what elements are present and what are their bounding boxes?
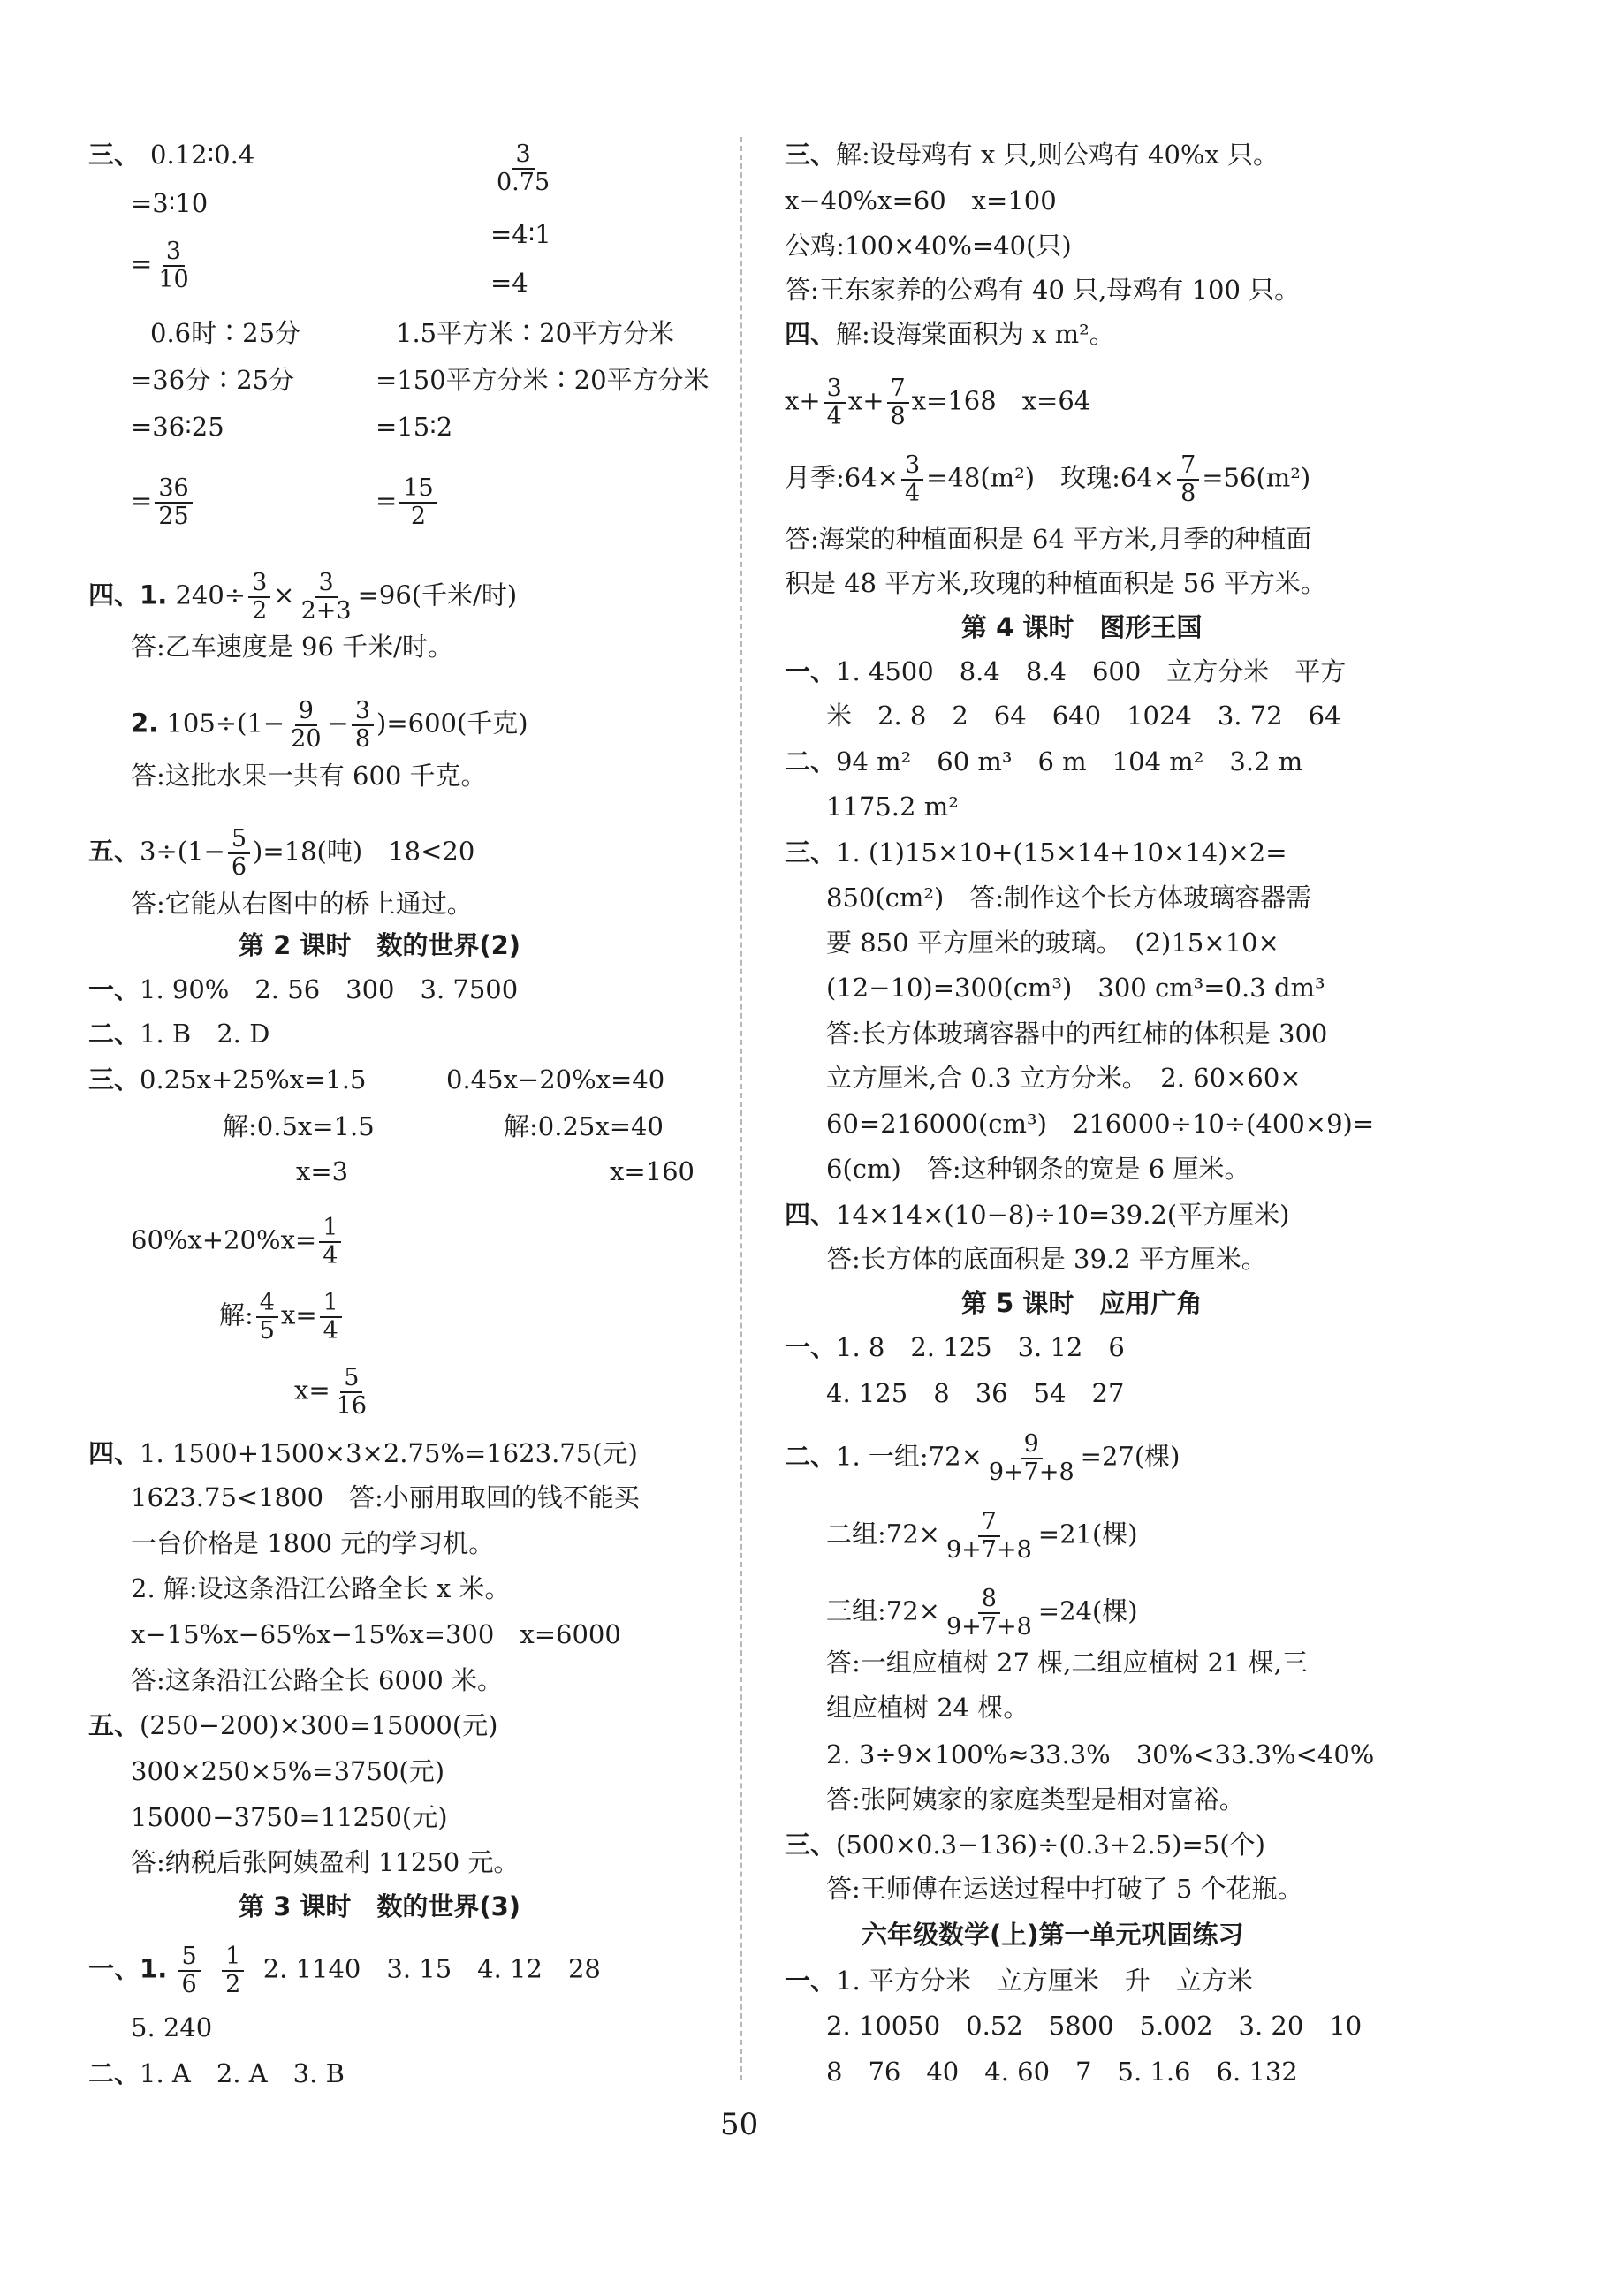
answer-line: 15000−3750=11250(元) — [131, 1802, 448, 1832]
ratio-line: = $\frac{3}{10}$ — [131, 239, 195, 292]
answer-line: 一、1. 4500 8.4 8.4 600 立方分米 平方 — [785, 656, 1347, 686]
answer-line: 答:长方体的底面积是 39.2 平方厘米。 — [826, 1244, 1267, 1274]
answer-line: 解:0.25x=40 — [504, 1111, 664, 1141]
fraction: $\frac{3}{4}$ — [824, 375, 846, 429]
answer-line: 四、解:设海棠面积为 x m²。 — [785, 319, 1115, 349]
lesson-heading: 第 4 课时 图形王国 — [961, 612, 1203, 642]
fraction: $\frac{9}{9+7+8}$ — [988, 1430, 1074, 1486]
answer-line: 组应植树 24 棵。 — [826, 1693, 1029, 1723]
answer-line: 积是 48 平方米,玫瑰的种植面积是 56 平方米。 — [785, 568, 1326, 598]
answer-line: 要 850 平方厘米的玻璃。 (2)15×10× — [826, 928, 1279, 958]
ratio-line: =36分∶25分 — [131, 365, 295, 395]
fraction: $\frac{4}{5}$ — [256, 1290, 278, 1344]
answer-line: 850(cm²) 答:制作这个长方体玻璃容器需 — [826, 883, 1312, 913]
answer-line: x=3 — [296, 1156, 349, 1186]
answer-line: (12−10)=300(cm³) 300 cm³=0.3 dm³ — [826, 973, 1325, 1003]
unit-heading: 六年级数学(上)第一单元巩固练习 — [862, 1920, 1244, 1950]
fraction: $\frac{1}{2}$ — [222, 1944, 244, 1997]
answer-line: 二、94 m² 60 m³ 6 m 104 m² 3.2 m — [785, 746, 1303, 777]
answer-line: 四、1. 240÷ $\frac{3}{2}$ × $\frac{3}{2+3}$ =96(千米/时) — [88, 569, 518, 625]
answer-line: 答:海棠的种植面积是 64 平方米,月季的种植面 — [785, 524, 1312, 554]
answer-line: 0.45x−20%x=40 — [446, 1065, 665, 1095]
lesson-heading: 第 3 课时 数的世界(3) — [239, 1891, 521, 1921]
answer-line: 答:纳税后张阿姨盈利 11250 元。 — [131, 1847, 520, 1877]
fraction: $\frac{3}{2+3}$ — [300, 569, 352, 625]
answer-line: 立方厘米,合 0.3 立方分米。 2. 60×60× — [826, 1063, 1302, 1093]
answer-line: 60=216000(cm³) 216000÷10÷(400×9)= — [826, 1109, 1375, 1139]
fraction: $\frac{8}{9+7+8}$ — [945, 1585, 1032, 1641]
answer-line: x=160 — [610, 1156, 695, 1186]
fraction: $\frac{7}{8}$ — [887, 375, 909, 429]
answer-line: 2. 105÷(1− $\frac{9}{20}$ − $\frac{3}{8}$ )=600(千克) — [131, 697, 528, 753]
answer-line: x−15%x−65%x−15%x=300 x=6000 — [131, 1619, 621, 1649]
answer-line: 5. 240 — [131, 2012, 213, 2042]
answer-line: 答:这条沿江公路全长 6000 米。 — [131, 1665, 504, 1695]
answer-line: 8 76 40 4. 60 7 5. 1.6 6. 132 — [826, 2057, 1298, 2087]
lesson-heading: 第 5 课时 应用广角 — [961, 1288, 1203, 1318]
answer-line: 三、0.25x+25%x=1.5 — [88, 1065, 367, 1095]
answer-line: 答:张阿姨家的家庭类型是相对富裕。 — [826, 1785, 1245, 1815]
fraction: $\frac{36}{25}$ — [155, 475, 192, 529]
answer-line: 2. 3÷9×100%≈33.3% 30%<33.3%<40% — [826, 1739, 1375, 1769]
answer-line: 一、1. $\frac{5}{6}$ $\frac{1}{2}$ 2. 1140 3. 15 4. 12 28 — [88, 1943, 601, 1998]
answer-line: 四、14×14×(10−8)÷10=39.2(平方厘米) — [785, 1200, 1290, 1230]
ratio-line: 0.12∶0.4 — [150, 140, 255, 170]
fraction: $\frac{1}{4}$ — [320, 1290, 342, 1344]
answer-line: 解: $\frac{4}{5}$ x= $\frac{1}{4}$ — [219, 1290, 345, 1344]
answer-line: 四、1. 1500+1500×3×2.75%=1623.75(元) — [88, 1438, 638, 1468]
ratio-line — [490, 141, 556, 195]
answer-line: 三、(500×0.3−136)÷(0.3+2.5)=5(个) — [785, 1830, 1265, 1860]
answer-line: 6(cm) 答:这种钢条的宽是 6 厘米。 — [826, 1154, 1250, 1184]
ratio-line: =4 — [490, 268, 528, 298]
answer-line: 一台价格是 1800 元的学习机。 — [131, 1528, 495, 1558]
ratio-line: =36∶25 — [131, 412, 224, 442]
answer-line: 1623.75<1800 答:小丽用取回的钱不能买 — [131, 1482, 640, 1512]
answer-line: 答:一组应植树 27 棵,二组应植树 21 棵,三 — [826, 1648, 1308, 1678]
answer-line: 二组:72× $\frac{7}{9+7+8}$ =21(棵) — [826, 1508, 1138, 1564]
fraction: $\frac{3}{10}$ — [158, 238, 189, 293]
fraction: $\frac{3}{8}$ — [352, 698, 374, 752]
ratio-line: =3∶10 — [131, 188, 209, 218]
answer-line: 五、(250−200)×300=15000(元) — [88, 1710, 498, 1740]
answer-line: x+ $\frac{3}{4}$ x+ $\frac{7}{8}$ x=168 x=64 — [785, 375, 1091, 430]
ratio-line: = $\frac{15}{2}$ — [376, 475, 440, 529]
column-divider — [740, 137, 742, 2080]
ratio-line: =4∶1 — [490, 219, 551, 249]
answer-line: 月季:64× $\frac{3}{4}$ =48(m²) 玫瑰:64× $\frac{7}{8}$ =56(m²) — [785, 451, 1311, 507]
answer-line: 2. 10050 0.52 5800 5.002 3. 20 10 — [826, 2011, 1363, 2041]
answer-line: 答:它能从右图中的桥上通过。 — [131, 889, 473, 919]
answer-line: 4. 125 8 36 54 27 — [826, 1378, 1125, 1408]
lesson-heading: 第 2 课时 数的世界(2) — [239, 930, 521, 960]
answer-line: 二、1. B 2. D — [88, 1019, 270, 1049]
fraction: $\frac{7}{8}$ — [1177, 452, 1199, 506]
answer-line: 2. 解:设这条沿江公路全长 x 米。 — [131, 1573, 511, 1603]
fraction: $\frac{5}{16}$ — [336, 1364, 368, 1420]
fraction: $\frac{3}{0.75}$ — [497, 140, 550, 196]
fraction: $\frac{3}{4}$ — [901, 452, 923, 506]
fraction: $\frac{3}{2}$ — [248, 570, 270, 624]
page-number: 50 — [720, 2107, 759, 2142]
answer-line: 答:乙车速度是 96 千米/时。 — [131, 632, 453, 662]
section-label: 三、 — [88, 140, 140, 170]
answer-line: 三、1. (1)15×10+(15×14+10×14)×2= — [785, 837, 1287, 868]
ratio-line: =15∶2 — [376, 412, 453, 442]
answer-line: 答:长方体玻璃容器中的西红柿的体积是 300 — [826, 1019, 1328, 1049]
ratio-line: =150平方分米∶20平方分米 — [376, 365, 710, 395]
answer-line: 60%x+20%x= $\frac{1}{4}$ — [131, 1215, 344, 1269]
answer-line: 二、1. A 2. A 3. B — [88, 2058, 345, 2088]
answer-line: 米 2. 8 2 64 640 1024 3. 72 64 — [826, 701, 1341, 731]
fraction: $\frac{1}{4}$ — [319, 1215, 341, 1269]
ratio-line: = $\frac{36}{25}$ — [131, 475, 195, 529]
ratio-line: 0.6时∶25分 — [150, 318, 301, 348]
answer-line: 300×250×5%=3750(元) — [131, 1756, 445, 1786]
answer-line: 一、1. 90% 2. 56 300 3. 7500 — [88, 974, 519, 1004]
answer-line: x= $\frac{5}{16}$ — [294, 1365, 373, 1419]
fraction: $\frac{5}{6}$ — [178, 1944, 200, 1997]
fraction: $\frac{15}{2}$ — [399, 475, 437, 529]
answer-line: 一、1. 8 2. 125 3. 12 6 — [785, 1332, 1125, 1362]
answer-line: 1175.2 m² — [826, 792, 959, 822]
answer-line: 二、1. 一组:72× $\frac{9}{9+7+8}$ =27(棵) — [785, 1430, 1180, 1486]
answer-line: 解:0.5x=1.5 — [223, 1111, 375, 1141]
answer-line: 答:这批水果一共有 600 千克。 — [131, 761, 487, 791]
answer-line: x−40%x=60 x=100 — [785, 186, 1057, 216]
fraction: $\frac{7}{9+7+8}$ — [945, 1508, 1032, 1564]
ratio-line: 1.5平方米∶20平方分米 — [396, 318, 675, 348]
fraction: $\frac{9}{20}$ — [291, 697, 322, 753]
answer-line: 三、解:设母鸡有 x 只,则公鸡有 40%x 只。 — [785, 140, 1279, 170]
fraction: $\frac{5}{6}$ — [228, 826, 250, 880]
answer-line: 答:王师傅在运送过程中打破了 5 个花瓶。 — [826, 1874, 1303, 1904]
answer-line: 公鸡:100×40%=40(只) — [785, 231, 1072, 261]
answer-line: 答:王东家养的公鸡有 40 只,母鸡有 100 只。 — [785, 275, 1301, 305]
answer-line: 三组:72× $\frac{8}{9+7+8}$ =24(棵) — [826, 1585, 1138, 1641]
answer-line: 五、3÷(1− $\frac{5}{6}$ )=18(吨) 18<20 — [88, 825, 475, 881]
answer-line: 一、1. 平方分米 立方厘米 升 立方米 — [785, 1966, 1253, 1996]
